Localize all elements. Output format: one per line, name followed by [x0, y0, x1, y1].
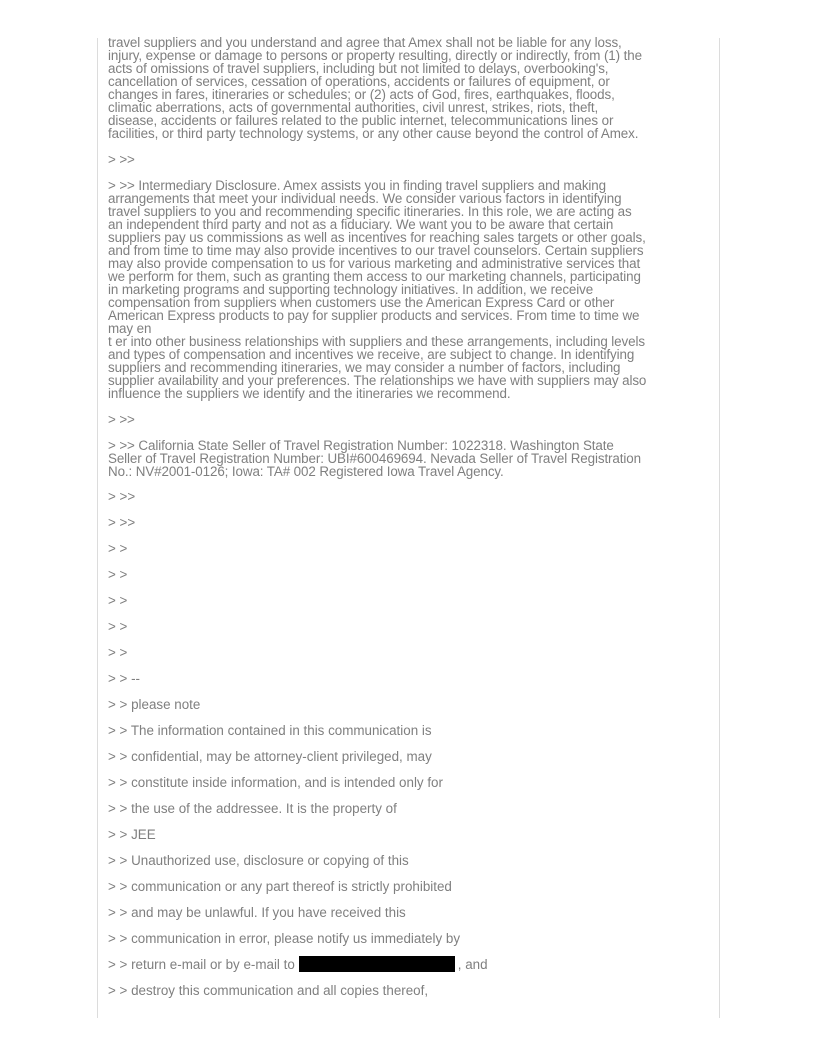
- disclaimer-line: > > destroy this communication and all copies thereof,: [108, 983, 429, 998]
- disclaimer-line: > > please note: [108, 697, 201, 712]
- email-body: [108, 36, 712, 1004]
- email-line-prefix: > > return e-mail or by e-mail to: [108, 957, 295, 972]
- quote-marker-line: > >>: [108, 412, 135, 427]
- disclaimer-line: > > communication in error, please notify us immediately by: [108, 931, 461, 946]
- quote-line: > >>: [108, 515, 136, 530]
- quote-line: > >: [108, 645, 128, 660]
- quote-marker-line: > >>: [108, 152, 135, 167]
- disclaimer-line: > > The information contained in this communication is: [108, 723, 432, 738]
- intermediary-disclosure-paragraph: > >> Intermediary Disclosure. Amex assists you in finding travel suppliers and making arrangements that meet your individual needs. We consider various factors in identifying travel suppliers to you and recommending specific itineraries. In this role, we are acting as an independent third party and not as a fiduciary. We want you to be aware that certain suppliers pay us commissions as well as incentives for reaching sales targets or other goals, and from time to time may also provide incentives to our travel counselors. Certain suppliers may also provide compensation to us for various marketing and administrative services that we perform for them, such as granting them access to our marketing channels, participating in marketing programs and supporting technology initiatives. In addition, we receive compensation from suppliers when customers use the American Express Card or other American Express products to pay for supplier products and services. From time to time we may en t er into other business relationships with suppliers and these arrangements, including levels and types of compensation and incentives we receive, are subject to change. In identifying suppliers and recommending itineraries, we may consider a number of factors, including supplier availability and your preferences. The relationships we have with suppliers may also influence the suppliers we identify and the itineraries we recommend.: [108, 178, 647, 401]
- quote-line: > >: [108, 593, 128, 608]
- disclaimer-line: > > the use of the addressee. It is the property of: [108, 801, 397, 816]
- email-line-suffix: , and: [457, 957, 488, 972]
- quote-line: > >: [108, 619, 128, 634]
- disclaimer-line: > > communication or any part thereof is strictly prohibited: [108, 879, 452, 894]
- disclaimer-line: > > JEE: [108, 827, 156, 842]
- disclaimer-line: > > confidential, may be attorney-client privileged, may: [108, 749, 432, 764]
- redacted-email-address: [299, 956, 455, 972]
- left-border-line: [97, 38, 98, 1018]
- disclaimer-line: > > constitute inside information, and is intended only for: [108, 775, 443, 790]
- liability-paragraph: travel suppliers and you understand and agree that Amex shall not be liable for any loss, injury, expense or damage to persons or property resulting, directly or indirectly, from (1) the acts of omissions of travel suppliers, including but not limited to delays, overbooking's, cancellation of services, cessation of operations, accidents or failures of equipment, or changes in fares, itineraries or schedules; or (2) acts of God, fires, earthquakes, floods, climatic aberrations, acts of governmental authorities, civil unrest, strikes, riots, theft, disease, accidents or failures related to the public internet, telecommunications lines or facilities, or third party technology systems, or any other cause beyond the control of Amex.: [108, 35, 642, 141]
- quote-line: > >: [108, 567, 128, 582]
- right-border-line: [719, 38, 720, 1018]
- disclaimer-line: > > Unauthorized use, disclosure or copying of this: [108, 853, 409, 868]
- disclaimer-email-line: [108, 952, 712, 978]
- disclaimer-line: > > and may be unlawful. If you have received this: [108, 905, 406, 920]
- registration-paragraph: > >> California State Seller of Travel Registration Number: 1022318. Washington State Seller of Travel Registration Number: UBI#600469694. Nevada Seller of Travel Registration No.: NV#2001-0126; Iowa: TA# 002 Registered Iowa Travel Agency.: [108, 438, 641, 479]
- quote-line: > >: [108, 541, 128, 556]
- signature-separator: > > --: [108, 671, 140, 686]
- quote-line: > >>: [108, 489, 136, 504]
